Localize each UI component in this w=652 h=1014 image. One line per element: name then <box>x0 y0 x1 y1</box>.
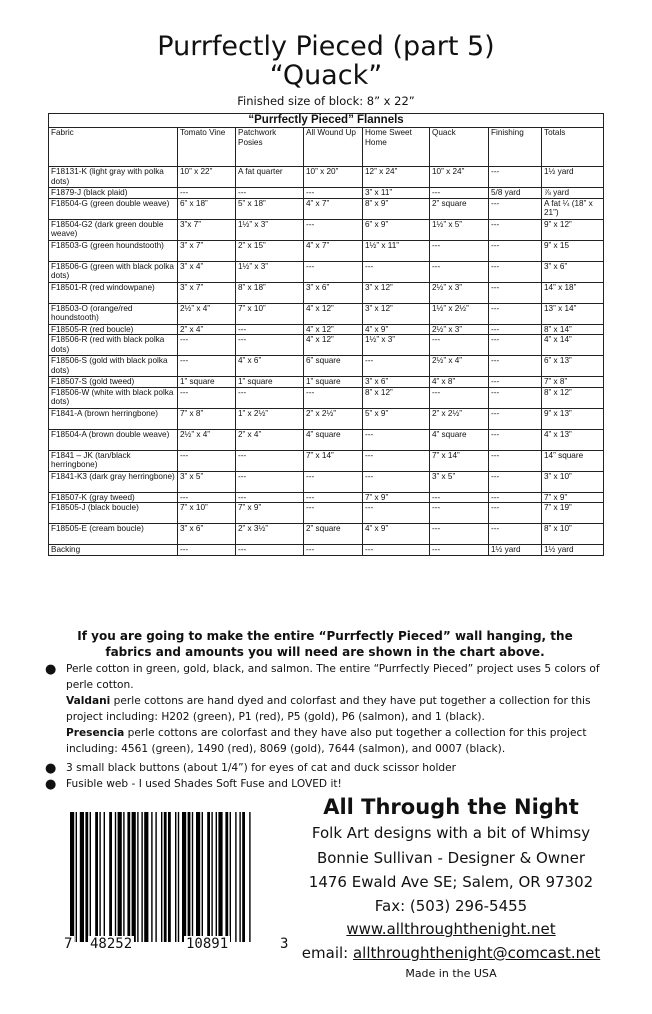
table-row <box>49 377 604 388</box>
barcode-bar <box>202 812 203 942</box>
table-cell: --- <box>430 240 489 261</box>
table-cell: --- <box>178 545 236 556</box>
table-cell: --- <box>236 545 304 556</box>
table-row <box>49 167 604 188</box>
table-cell: --- <box>236 188 304 199</box>
table-cell: 4” x 7” <box>304 198 363 219</box>
table-cell: --- <box>489 503 542 524</box>
fabric-cell: F18507-S (gold tweed) <box>49 377 178 388</box>
table-cell: --- <box>489 219 542 240</box>
fabric-cell: F1879-J (black plaid) <box>49 188 178 199</box>
table-cell: --- <box>178 450 236 471</box>
barcode-bar <box>127 812 130 942</box>
table-cell: 5/8 yard <box>489 188 542 199</box>
fabric-cell: F18506-W (white with black polka dots) <box>49 387 178 408</box>
barcode-bar <box>218 812 222 942</box>
table-cell: 7” x 8” <box>542 377 604 388</box>
table-cell: --- <box>489 408 542 429</box>
table-cell: 2” x 3½” <box>236 524 304 545</box>
table-cell: 1½ yard <box>542 545 604 556</box>
table-cell: --- <box>363 429 430 450</box>
table-cell: 9” x 13” <box>542 408 604 429</box>
table-cell: 4” x 13” <box>542 429 604 450</box>
table-cell: --- <box>236 450 304 471</box>
table-cell: 4” square <box>304 429 363 450</box>
table-cell: 2” x 2½” <box>430 408 489 429</box>
table-cell: 5” x 9” <box>363 408 430 429</box>
table-cell: 7” x 10” <box>236 303 304 324</box>
table-row <box>49 335 604 356</box>
column-header: Quack <box>430 128 489 167</box>
barcode-bar <box>192 812 193 942</box>
table-cell: --- <box>363 261 430 282</box>
fabric-cell: F18504-G (green double weave) <box>49 198 178 219</box>
barcode-bar <box>80 812 84 942</box>
table-cell: --- <box>304 492 363 503</box>
table-cell: 8” x 10” <box>542 524 604 545</box>
table-cell: 10” x 24” <box>430 167 489 188</box>
table-cell: 3” x 4” <box>178 261 236 282</box>
table-cell: 3” x 11” <box>363 188 430 199</box>
barcode-bar <box>137 812 138 942</box>
table-cell: 4” x 6” <box>236 356 304 377</box>
barcode-bar <box>132 812 136 942</box>
table-row <box>49 387 604 408</box>
bullet-icon: ● <box>45 777 57 792</box>
address: 1476 Ewald Ave SE; Salem, OR 97302 <box>308 873 594 891</box>
email-label: email: <box>301 944 353 962</box>
table-cell: 2½” x 4” <box>430 356 489 377</box>
table-cell: 3” x 12” <box>363 282 430 303</box>
table-cell: 1½ yard <box>489 545 542 556</box>
barcode-bar <box>144 812 148 942</box>
bullet-text: Fusible web - I used Shades Soft Fuse and LOVED it! <box>66 778 342 790</box>
website-link[interactable]: www.allthroughthenight.net <box>346 920 556 938</box>
table-cell: 1½” x 3” <box>363 335 430 356</box>
table-cell: 2” x 2½” <box>304 408 363 429</box>
table-cell: --- <box>489 335 542 356</box>
column-header: Finishing <box>489 128 542 167</box>
table-cell: --- <box>363 503 430 524</box>
table-cell: 6” x 18” <box>178 198 236 219</box>
table-row <box>49 261 604 282</box>
table-cell: 3” x 6” <box>304 282 363 303</box>
table-cell: 1½” x 5” <box>430 219 489 240</box>
table-row <box>49 198 604 219</box>
table-cell: 4” x 8” <box>430 377 489 388</box>
table-cell: --- <box>304 471 363 492</box>
table-row <box>49 545 604 556</box>
barcode-bar <box>109 812 112 942</box>
table-cell: --- <box>363 356 430 377</box>
barcode-bar <box>249 812 250 942</box>
table-cell: --- <box>304 387 363 408</box>
table-cell: --- <box>489 303 542 324</box>
column-header: All Wound Up <box>304 128 363 167</box>
table-cell: --- <box>304 503 363 524</box>
barcode-bar <box>230 812 231 942</box>
table-cell: 9” x 15 <box>542 240 604 261</box>
barcode-bar <box>196 812 200 942</box>
table-cell: --- <box>430 387 489 408</box>
fabric-cell: F1841 – JK (tan/black herringbone) <box>49 450 178 471</box>
made-in-label: Made in the USA <box>405 967 497 980</box>
brand-name: Valdani <box>66 695 111 707</box>
bullet-icon: ● <box>45 662 57 677</box>
table-cell: 3” x 12” <box>363 303 430 324</box>
table-cell: 7” x 9” <box>236 503 304 524</box>
table-cell: --- <box>304 219 363 240</box>
fabric-cell: F18503-G (green houndstooth) <box>49 240 178 261</box>
barcode-bar <box>235 812 236 942</box>
table-row <box>49 450 604 471</box>
table-row <box>49 471 604 492</box>
table-cell: 4” x 14” <box>542 335 604 356</box>
barcode-digit: 7 <box>64 936 73 952</box>
table-cell: 2½” x 4” <box>178 303 236 324</box>
table-cell: 7” x 14” <box>430 450 489 471</box>
table-cell: 3” x 5” <box>430 471 489 492</box>
block-name: “Quack” <box>269 60 383 91</box>
fabric-cell: F18506-S (gold with black polka dots) <box>49 356 178 377</box>
table-cell: 4” square <box>430 429 489 450</box>
email-line <box>296 946 606 961</box>
table-cell: --- <box>430 545 489 556</box>
callout-text: If you are going to make the entire “Purrfectly Pieced” wall hanging, the fabrics and amounts you will need are shown in the chart above. <box>77 629 573 659</box>
table-cell: 1” x 2½” <box>236 408 304 429</box>
barcode-bar <box>99 812 100 942</box>
table-cell: --- <box>430 261 489 282</box>
table-cell: 3”x 7” <box>178 219 236 240</box>
table-cell: 3” x 7” <box>178 282 236 303</box>
table-cell: 4” x 9” <box>363 324 430 335</box>
table-cell: 7” x 14” <box>304 450 363 471</box>
fabric-cell: F18505-R (red boucle) <box>49 324 178 335</box>
table-cell: --- <box>363 471 430 492</box>
table-cell: 14” square <box>542 450 604 471</box>
barcode-bar <box>164 812 167 942</box>
table-row <box>49 240 604 261</box>
column-header: Totals <box>542 128 604 167</box>
table-cell: 1½” x 3” <box>236 219 304 240</box>
table-cell: 3” x 5” <box>178 471 236 492</box>
barcode-bar <box>182 812 186 942</box>
table-row <box>49 524 604 545</box>
table-cell: 3” x 10” <box>542 471 604 492</box>
table-cell: --- <box>363 545 430 556</box>
page-title: Purrfectly Pieced (part 5) <box>157 31 495 62</box>
fabric-cell: F1841-A (brown herringbone) <box>49 408 178 429</box>
table-cell: --- <box>489 524 542 545</box>
table-cell: 2” x 4” <box>236 429 304 450</box>
table-cell: 12” x 24” <box>363 167 430 188</box>
table-row <box>49 492 604 503</box>
table-cell: 1½” x 3” <box>236 261 304 282</box>
table-row <box>49 219 604 240</box>
barcode-bar <box>178 812 179 942</box>
barcode-bar <box>85 812 88 942</box>
fax-number: Fax: (503) 296-5455 <box>374 897 528 915</box>
column-header: Home Sweet Home <box>363 128 430 167</box>
table-cell: 7” x 9” <box>363 492 430 503</box>
table-cell: 4” x 7” <box>304 240 363 261</box>
table-cell: --- <box>489 240 542 261</box>
barcode-digit: 48252 <box>90 936 133 952</box>
table-cell: --- <box>430 335 489 356</box>
table-cell: 3” x 6” <box>178 524 236 545</box>
table-cell: 3” x 7” <box>178 240 236 261</box>
barcode-bar <box>188 812 191 942</box>
brand-name: Presencia <box>66 727 125 739</box>
table-cell: 3” x 6” <box>542 261 604 282</box>
barcode-bar <box>211 812 212 942</box>
fabric-cell: F18501-R (red windowpane) <box>49 282 178 303</box>
table-cell: --- <box>178 188 236 199</box>
table-cell: --- <box>236 335 304 356</box>
table-cell: 10” x 20” <box>304 167 363 188</box>
barcode-bar <box>239 812 240 942</box>
barcode-bar <box>168 812 171 942</box>
barcode-bar <box>216 812 217 942</box>
fabric-table <box>48 113 604 556</box>
table-cell: --- <box>304 261 363 282</box>
table-cell: 1” square <box>236 377 304 388</box>
company-name: All Through the Night <box>323 795 579 819</box>
table-cell: A fat ¼ (18” x 21”) <box>542 198 604 219</box>
table-cell: 7” x 9” <box>542 492 604 503</box>
barcode-digit: 3 <box>280 936 289 952</box>
table-cell: 1½” x 11” <box>363 240 430 261</box>
table-cell: --- <box>430 524 489 545</box>
column-header: Patchwork Posies <box>236 128 304 167</box>
table-cell: 7” x 10” <box>178 503 236 524</box>
paragraph-text: perle cottons are hand dyed and colorfast and they have put together a collection for this project including: H202 (green), P1 (red), P5 (gold), P6 (salmon), and 1 (black). <box>66 695 591 723</box>
table-row <box>49 408 604 429</box>
table-cell: --- <box>489 429 542 450</box>
column-header: Tomato Vine <box>178 128 236 167</box>
barcode-bar <box>90 812 91 942</box>
barcode-bar <box>115 812 116 942</box>
table-cell: 5” x 18” <box>236 198 304 219</box>
barcode-bar <box>141 812 142 942</box>
barcode-bar <box>76 812 77 942</box>
barcode-bar <box>207 812 210 942</box>
table-cell: --- <box>489 450 542 471</box>
table-cell: 8” x 9” <box>363 198 430 219</box>
table-cell: --- <box>178 387 236 408</box>
fabric-cell: F18506-R (red with black polka dots) <box>49 335 178 356</box>
fabric-cell: F1841-K3 (dark gray herringbone) <box>49 471 178 492</box>
table-cell: --- <box>236 324 304 335</box>
bullet-icon: ● <box>45 761 57 776</box>
table-cell: --- <box>430 188 489 199</box>
table-cell: 8” x 12” <box>363 387 430 408</box>
table-row <box>49 429 604 450</box>
table-cell: --- <box>236 387 304 408</box>
table-cell: --- <box>489 261 542 282</box>
table-cell: --- <box>489 356 542 377</box>
table-cell: 13” x 14” <box>542 303 604 324</box>
table-cell: 1½ yard <box>542 167 604 188</box>
presencia-paragraph <box>66 726 606 757</box>
table-cell: --- <box>489 471 542 492</box>
fabric-cell: F18505-E (cream boucle) <box>49 524 178 545</box>
table-cell: --- <box>304 545 363 556</box>
table-cell: 8” x 14” <box>542 324 604 335</box>
table-cell: --- <box>236 471 304 492</box>
barcode-bar <box>225 812 228 942</box>
table-cell: 4” x 9” <box>363 524 430 545</box>
barcode-bar <box>175 812 176 942</box>
table-body <box>49 167 604 556</box>
table-cell: 7” x 19” <box>542 503 604 524</box>
table-cell: --- <box>489 387 542 408</box>
table-cell: 2½” x 3” <box>430 282 489 303</box>
table-cell: 2½” x 4” <box>178 429 236 450</box>
valdani-paragraph <box>66 694 606 725</box>
barcode-bar <box>104 812 105 942</box>
table-cell: --- <box>489 377 542 388</box>
table-cell: 10” x 22” <box>178 167 236 188</box>
table-cell: --- <box>489 324 542 335</box>
table-row <box>49 356 604 377</box>
table-cell: --- <box>489 198 542 219</box>
fabric-cell: F18506-G (green with black polka dots) <box>49 261 178 282</box>
bullet-text: 3 small black buttons (about 1/4”) for eyes of cat and duck scissor holder <box>66 762 456 774</box>
barcode-bar <box>155 812 156 942</box>
table-cell: 8” x 18” <box>236 282 304 303</box>
barcode-digit: 10891 <box>186 936 229 952</box>
table-cell: --- <box>489 492 542 503</box>
fabric-cell: Backing <box>49 545 178 556</box>
barcode-bar <box>70 812 74 942</box>
barcode-bar <box>95 812 98 942</box>
table-cell: 14” x 18” <box>542 282 604 303</box>
bullet-text: Perle cotton in green, gold, black, and salmon. The entire “Purrfectly Pieced” project uses 5 colors of perle cotton. <box>66 663 600 691</box>
table-cell: 4” x 12” <box>304 324 363 335</box>
table-title: “Purrfectly Pieced” Flannels <box>49 114 604 128</box>
table-cell: 1½” x 2½” <box>430 303 489 324</box>
table-cell: --- <box>430 492 489 503</box>
table-cell: 3” x 6” <box>363 377 430 388</box>
table-cell: 8” x 12” <box>542 387 604 408</box>
table-cell: --- <box>178 356 236 377</box>
table-row <box>49 188 604 199</box>
company-tagline: Folk Art designs with a bit of Whimsy <box>311 824 591 842</box>
table-cell: ⅞ yard <box>542 188 604 199</box>
table-cell: --- <box>430 503 489 524</box>
table-cell: 6” square <box>304 356 363 377</box>
barcode-bar <box>161 812 162 942</box>
barcode-image <box>70 812 290 942</box>
table-row <box>49 303 604 324</box>
barcode-bar <box>118 812 122 942</box>
fabric-cell: F18131-K (light gray with polka dots) <box>49 167 178 188</box>
table-row <box>49 324 604 335</box>
fabric-cell: F18507-K (gray tweed) <box>49 492 178 503</box>
table-row <box>49 503 604 524</box>
email-link[interactable]: allthroughthenight@comcast.net <box>352 944 601 962</box>
barcode-bar <box>151 812 152 942</box>
table-cell: --- <box>489 167 542 188</box>
table-header-row <box>49 128 604 167</box>
table-cell: 7” x 8” <box>178 408 236 429</box>
table-cell: --- <box>304 188 363 199</box>
designer-line: Bonnie Sullivan - Designer & Owner <box>316 849 586 867</box>
paragraph-text: perle cottons are colorfast and they have also put together a collection for this project including: 4561 (green), 1490 (red), 8069 (gold), 7644 (salmon), and 0007 (black). <box>66 727 587 755</box>
table-cell: 4” x 12” <box>304 335 363 356</box>
barcode-bar <box>242 812 245 942</box>
table-cell: 6” x 13” <box>542 356 604 377</box>
table-cell: 2” x 15” <box>236 240 304 261</box>
fabric-cell: F18505-J (black boucle) <box>49 503 178 524</box>
table-cell: 2½” x 3” <box>430 324 489 335</box>
table-cell: --- <box>363 450 430 471</box>
fabric-cell: F18504-A (brown double weave) <box>49 429 178 450</box>
table-cell: 2” x 4” <box>178 324 236 335</box>
column-header: Fabric <box>49 128 178 167</box>
table-cell: 2” square <box>430 198 489 219</box>
fabric-cell: F18504-G2 (dark green double weave) <box>49 219 178 240</box>
table-cell: 9” x 12” <box>542 219 604 240</box>
table-row <box>49 282 604 303</box>
table-cell: --- <box>178 492 236 503</box>
fabric-cell: F18503-O (orange/red houndstooth) <box>49 303 178 324</box>
barcode-bar <box>123 812 124 942</box>
table-cell: 6” x 9” <box>363 219 430 240</box>
finished-size: Finished size of block: 8” x 22” <box>237 94 415 108</box>
table-cell: --- <box>236 492 304 503</box>
table-cell: --- <box>178 335 236 356</box>
table-cell: A fat quarter <box>236 167 304 188</box>
table-cell: 1” square <box>304 377 363 388</box>
table-cell: 2” square <box>304 524 363 545</box>
table-cell: 1” square <box>178 377 236 388</box>
table-cell: 4” x 12” <box>304 303 363 324</box>
table-cell: --- <box>489 282 542 303</box>
